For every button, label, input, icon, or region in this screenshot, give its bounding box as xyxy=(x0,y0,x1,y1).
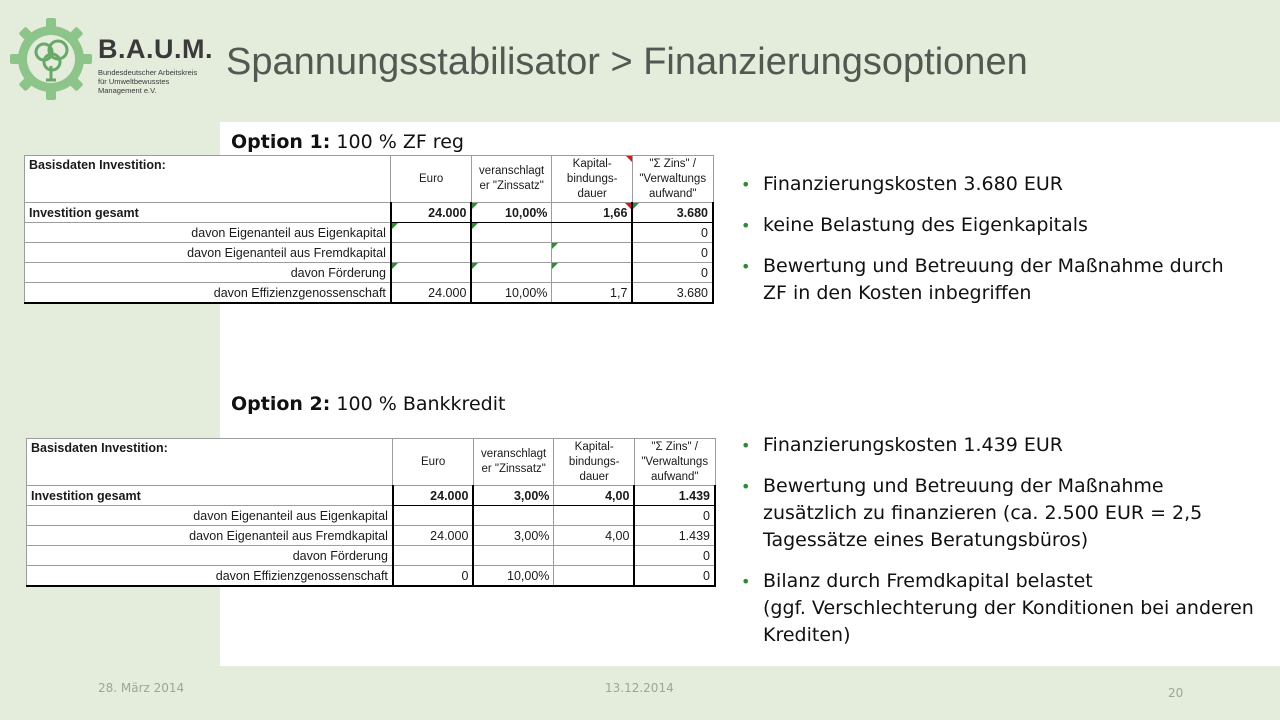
option-2-table xyxy=(26,438,716,587)
content-panel xyxy=(29,122,1280,666)
table-row: Investition gesamt 24.000 3,00% 4,00 1.439 xyxy=(27,486,716,506)
logo-subtitle: Bundesdeutscher Arbeitskreis für Umweltbewusstes Management e.V. xyxy=(98,68,198,95)
table-row: davon Effizienzgenossenschaft 0 10,00% 0 xyxy=(27,566,716,587)
table-row: davon Eigenanteil aus Fremdkapital 0 xyxy=(25,243,714,263)
list-item: • Finanzierungskosten 1.439 EUR xyxy=(733,432,1263,459)
option-2-heading: Option 2: 100 % Bankkredit xyxy=(231,393,506,415)
list-item: • keine Belastung des Eigenkapitals xyxy=(733,212,1253,239)
option-1-heading: Option 1: 100 % ZF reg xyxy=(231,131,464,153)
table-row: davon Förderung 0 xyxy=(27,546,716,566)
footer-date-left: 28. März 2014 xyxy=(98,681,185,695)
table-row: Investition gesamt 24.000 10,00% 1,66 3.680 xyxy=(25,203,714,223)
tree-gear-logo-icon xyxy=(8,14,94,100)
page-number: 20 xyxy=(1168,686,1184,700)
option-1-table xyxy=(24,155,714,304)
table-row: davon Eigenanteil aus Fremdkapital 24.000 3,00% 4,00 1.439 xyxy=(27,526,716,546)
list-item: • Bilanz durch Fremdkapital belastet (ggf. Verschlechterung der Konditionen bei anderen Krediten) xyxy=(733,568,1263,649)
table-row: davon Effizienzgenossenschaft 24.000 10,00% 1,7 3.680 xyxy=(25,283,714,304)
list-item: • Bewertung und Betreuung der Maßnahme durch ZF in den Kosten inbegriffen xyxy=(733,253,1253,307)
footer-date-mid: 13.12.2014 xyxy=(605,681,674,695)
table-header-row: Basisdaten Investition: Euro veranschlagt er "Zinssatz" Kapital-bindungs-dauer "Σ Zins" / "Verwaltungs aufwand" xyxy=(27,439,716,486)
list-item: • Finanzierungskosten 3.680 EUR xyxy=(733,171,1253,198)
table-header-row: Basisdaten Investition: Euro veranschlagt er "Zinssatz" Kapital-bindungs-dauer "Σ Zins" / "Verwaltungs aufwand" xyxy=(25,156,714,203)
logo-wordmark: B.A.U.M. xyxy=(98,34,213,64)
table-row: davon Eigenanteil aus Eigenkapital 0 xyxy=(27,506,716,526)
list-item: • Bewertung und Betreuung der Maßnahme zusätzlich zu finanzieren (ca. 2.500 EUR = 2,5 Tagessätze eines Beratungsbüros) xyxy=(733,473,1263,554)
option-1-bullets xyxy=(733,171,1253,321)
slide-title: Spannungsstabilisator > Finanzierungsoptionen xyxy=(226,41,1028,83)
table-row: davon Eigenanteil aus Eigenkapital 0 xyxy=(25,223,714,243)
option-2-bullets xyxy=(733,432,1263,663)
table-row: davon Förderung 0 xyxy=(25,263,714,283)
baum-logo xyxy=(8,14,213,104)
